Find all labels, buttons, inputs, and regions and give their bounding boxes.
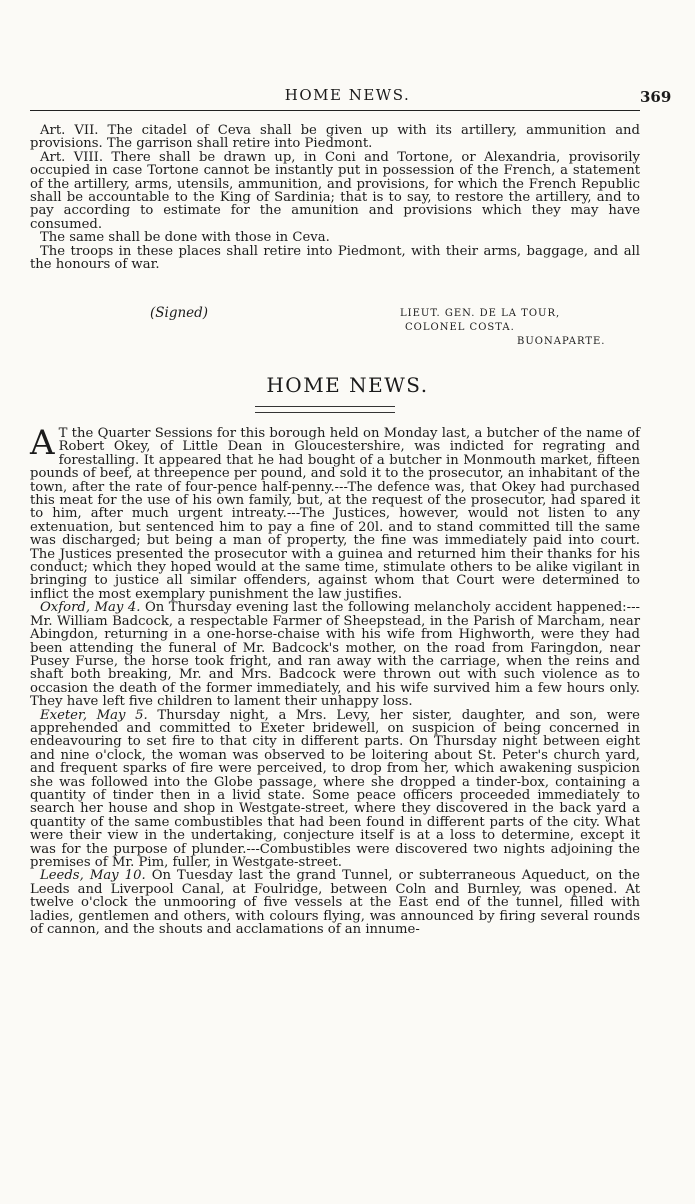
news-paragraph-oxford [30,601,640,708]
page-number: 369 [640,88,672,106]
article-viii: Art. VIII. There shall be drawn up, in Coni and Tortone, or Alexandria, provisorily occupied in case Tortone cannot be instantly put in possession of the French, a statement of the artillery, arms, utensils, ammunition, and provisions, for which the French Republic shall be accountable to the King of Sardinia; that is to say, to restore the artillery, and to pay according to estimate for the amunition and provisions which they may have consumed. [30,149,640,232]
exeter-text: Thursday night, a Mrs. Levy, her sister, daughter, and son, were apprehended and committed to Exeter bridewell, on suspicion of being concerned in endeavouring to set fire to that city in different parts. On Thursday night between eight and nine o'clock, the woman was observed to be loitering about St. Peter's church yard, and frequent sparks of fire were perceived, to drop from her, which awakening suspicion she was followed into the Globe passage, where she dropped a tinder-box, containing a quantity of tinder then in a livid state. Some peace officers proceeded immediately to search her house and shop in Westgate-street, where they discovered in the back yard a quantity of the same combustibles that had been found in different parts of the city. What were their view in the undertaking, conjecture itself is at a loss to determine, except it was for the purpose of plunder.---Combustibles were discovered two nights adjoining the premises of Mr. Pim, fuller, in Westgate-street. [30,707,640,870]
section-title: HOME NEWS. [266,373,429,397]
signed-label: (Signed) [150,305,209,321]
header-rule [30,110,640,111]
dateline-oxford: Oxford, May 4. [40,600,141,616]
drop-cap: A [30,423,55,463]
running-header-title: HOME NEWS. [284,86,411,104]
signature-buonaparte: BUONAPARTE. [517,336,606,347]
dateline-exeter: Exeter, May 5. [40,707,148,723]
dateline-leeds: Leeds, May 10. [40,868,146,884]
signature-costa: COLONEL COSTA. [405,322,515,333]
oxford-text: On Thursday evening last the following melancholy accident happened:---Mr. William Badcock, a respectable Farmer of Sheepstead, in the Parish of Marcham, near Abingdon, returning in a one-horse-chaise with his wife from Highworth, were they had been attending the funeral of Mr. Badcock's mother, on the road from Faringdon, near Pusey Furse, the horse took fright, and ran away with the carriage, when the reins and shaft both breaking, Mr. and Mrs. Badcock were thrown out with such violence as to occasion the death of the former immediately, and his wife survived him a few hours only. They have left five children to lament their unhappy loss. [30,600,640,710]
article-troops: The troops in these places shall retire into Piedmont, with their arms, baggage, and all the honours of war. [30,243,640,273]
section-rule [255,406,395,413]
news-paragraph-leeds [30,869,640,936]
sessions-text: T the Quarter Sessions for this borough held on Monday last, a butcher of the name of Robert Okey, of Little Dean in Gloucestershire, was indicted for regrating and forestalling. It appeared that he had bought of a butcher in Monmouth market, fifteen pounds of beef, at threepence per pound, and sold it to the prosecutor, an inhabitant of the town, after the rate of four-pence half-penny.---The defence was, that Okey had purchased this meat for the use of his own family, but, at the request of the prosecutor, had spared it to him, after much urgent intreaty.---The Justices, however, would not listen to any extenuation, but sentenced him to pay a fine of 20l. and to stand committed till the same was discharged; but being a man of property, the fine was immediately paid into court. The Justices presented the prosecutor with a guinea and returned him their thanks for his conduct; which they hoped would at the same time, stimulate others to be alike vigilant in bringing to justice all similar offenders, against whom that Court were determined to inflict the most exemplary punishment the law justifies. [30,426,640,602]
leeds-text: On Tuesday last the grand Tunnel, or subterraneous Aqueduct, on the Leeds and Liverpool Canal, at Foulridge, between Coln and Burnley, was opened. At twelve o'clock the unmooring of five vessels at the East end of the tunnel, filled with ladies, gentlemen and others, with colours flying, was announced by firing several rounds of cannon, and the shouts and acclamations of an innume- [30,868,640,938]
news-paragraph-exeter [30,709,640,870]
signature-de-la-tour: LIEUT. GEN. DE LA TOUR, [400,308,561,319]
article-same: The same shall be done with those in Ceva. [40,230,330,246]
news-paragraph-sessions [30,423,640,602]
news-body [30,423,640,938]
article-vii: Art. VII. The citadel of Ceva shall be given up with its artillery, ammunition and provisions. The garrison shall retire into Piedmont. [30,123,640,152]
treaty-articles [30,124,640,271]
